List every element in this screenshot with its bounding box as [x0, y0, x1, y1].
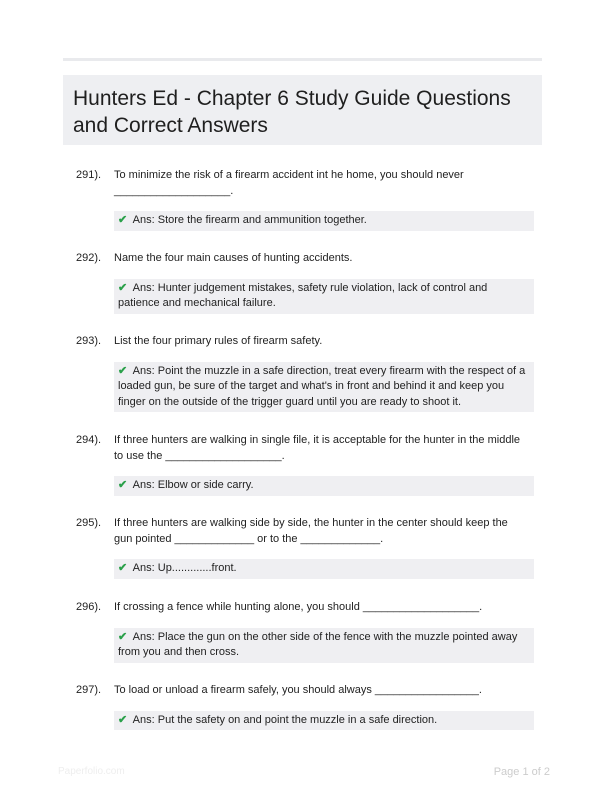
check-icon: ✔ — [118, 630, 128, 643]
check-icon: ✔ — [118, 713, 128, 726]
question-number: 292). — [76, 252, 102, 264]
question-text: If crossing a fence while hunting alone, you should ___________________. — [114, 601, 483, 613]
answer-box — [114, 711, 534, 731]
page-title: Hunters Ed - Chapter 6 Study Guide Questions and Correct Answers — [73, 87, 511, 137]
answer-prefix: Ans: — [132, 713, 155, 726]
answer-text: Point the muzzle in a safe direction, treat every firearm with the respect of a loaded gun, be sure of the target and what's in front and behind it and keep you finger on the outside of the trigger guard until you are ready to shoot it. — [118, 364, 526, 408]
qa-item — [76, 251, 536, 314]
qa-item — [76, 168, 536, 231]
footer-watermark: Paperfolio.com — [58, 766, 125, 777]
answer-box — [114, 279, 534, 314]
page-number: Page 1 of 2 — [493, 766, 550, 778]
check-icon: ✔ — [118, 364, 128, 377]
question-text: List the four primary rules of firearm safety. — [114, 335, 323, 347]
question-number: 293). — [76, 335, 102, 347]
question-text: Name the four main causes of hunting accidents. — [114, 252, 353, 264]
check-icon: ✔ — [118, 214, 128, 226]
answer-box — [114, 211, 534, 231]
qa-item — [76, 334, 536, 412]
answer-text: Elbow or side carry. — [157, 479, 254, 491]
answer-prefix: Ans: — [132, 562, 155, 574]
question-text: To load or unload a firearm safely, you should always _________________. — [114, 684, 482, 696]
answer-box — [114, 559, 534, 579]
qa-item — [76, 600, 536, 663]
question-number: 294). — [76, 434, 102, 446]
question-number: 297). — [76, 684, 102, 696]
answer-box — [114, 476, 534, 496]
answer-box — [114, 362, 534, 413]
top-divider — [63, 58, 542, 61]
title-banner — [63, 75, 542, 145]
answer-prefix: Ans: — [132, 281, 155, 294]
question-number: 295). — [76, 517, 102, 529]
answer-box — [114, 628, 534, 663]
answer-text: Put the safety on and point the muzzle in a safe direction. — [157, 713, 438, 726]
question-text: If three hunters are walking in single file, it is acceptable for the hunter in the middle to use the ___________________. — [114, 434, 521, 462]
answer-prefix: Ans: — [132, 364, 155, 377]
question-number: 296). — [76, 601, 102, 613]
question-number: 291). — [76, 169, 102, 181]
answer-prefix: Ans: — [132, 630, 155, 643]
answer-prefix: Ans: — [132, 479, 155, 491]
qa-item — [76, 433, 536, 496]
check-icon: ✔ — [118, 281, 128, 294]
answer-text: Store the firearm and ammunition together. — [157, 214, 367, 226]
check-icon: ✔ — [118, 479, 128, 491]
answer-prefix: Ans: — [132, 214, 155, 226]
qa-item — [76, 683, 536, 730]
check-icon: ✔ — [118, 562, 128, 574]
question-text: If three hunters are walking side by side, the hunter in the center should keep the gun pointed _____________ or to the _____________. — [114, 517, 508, 545]
answer-text: Hunter judgement mistakes, safety rule violation, lack of control and patience and mechanical failure. — [118, 281, 488, 309]
question-text: To minimize the risk of a firearm accident int he home, you should never ___________________. — [114, 169, 464, 197]
qa-item — [76, 516, 536, 579]
answer-text: Place the gun on the other side of the fence with the muzzle pointed away from you and then cross. — [118, 630, 518, 658]
answer-text: Up.............front. — [157, 562, 237, 574]
